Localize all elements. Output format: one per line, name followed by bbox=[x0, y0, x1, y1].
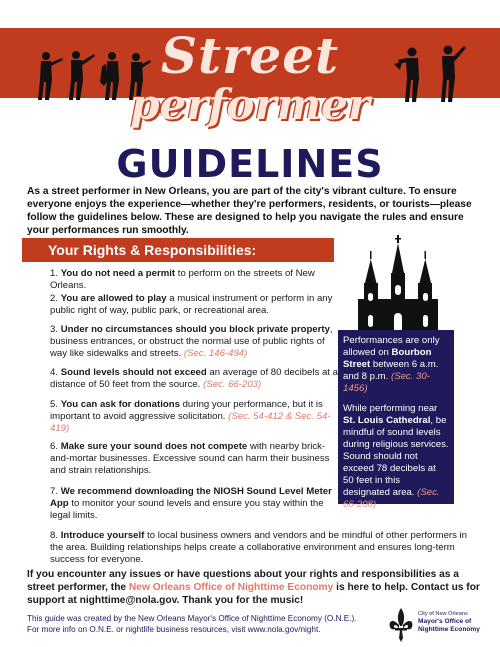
citation: (Sec. 146-494) bbox=[183, 348, 248, 359]
rule-item: 5. You can ask for donations during your performance, but it is important to avoid aggressive solicitation. (Sec. 54-412 & Sec. 54-419) bbox=[50, 399, 331, 434]
rule-item: 8. Introduce yourself to local business owners and vendors and be mindful of other performers in the area. Building relationships helps create a collaborative environment and ensures long-term success for everyone. bbox=[50, 530, 468, 565]
closing-paragraph: If you encounter any issues or have questions about your rights and responsibilities as a street performer, the New Orleans Office of Nighttime Economy is here to help. Contact us for support at nighttime@nola.gov. Thank you for the music! bbox=[27, 569, 480, 606]
citation: (Sec. 54-412 & Sec. 54-419) bbox=[50, 411, 331, 434]
sidebox-bourbon: Performances are only allowed on Bourbon Street between 6 a.m. and 8 p.m. (Sec. 30-1456) bbox=[343, 335, 440, 394]
rule-item: 1. You do not need a permit to perform on the streets of New Orleans. bbox=[50, 268, 315, 291]
sidebox-cathedral: While performing near St. Louis Cathedral, be mindful of sound levels during religious services. Sound should not exceed 78 decibels at 50 feet in this designated area. (Sec. 66-208) bbox=[343, 403, 449, 510]
title-guidelines: GUIDELINES bbox=[116, 142, 384, 186]
footer-credit: This guide was created by the New Orleans Mayor's Office of Nighttime Economy (O.N.E.). For more info on O.N.E. or nightlife business resources, visit www.nola.gov/night. bbox=[27, 614, 357, 634]
section-heading bbox=[22, 238, 334, 262]
rule-item: 4. Sound levels should not exceed an average of 80 decibels at a distance of 50 feet from the source. (Sec. 66-203) bbox=[50, 367, 338, 390]
fleur-de-lis-icon bbox=[388, 608, 414, 642]
rule-item: 3. Under no circumstances should you block private property, business entrances, or obstruct the normal use of public rights of way like sidewalks and streets. (Sec. 146-494) bbox=[50, 324, 333, 359]
rule-item: 6. Make sure your sound does not compete with nearby brick-and-mortar businesses. Excessive sound can harm their business and strain relationships. bbox=[50, 441, 330, 476]
section-heading-text: Your Rights & Responsibilities: bbox=[48, 242, 257, 258]
cathedral-silhouette bbox=[358, 235, 438, 333]
office-logo bbox=[388, 608, 488, 642]
office-name-highlight: New Orleans Office of Nighttime Economy bbox=[128, 582, 334, 593]
logo-text: City of New Orleans Mayor's Office of Nighttime Economy bbox=[418, 611, 480, 633]
title-performer: performer bbox=[130, 80, 370, 129]
citation: (Sec. 66-203) bbox=[203, 379, 262, 390]
info-sidebox bbox=[338, 330, 454, 510]
title-street: Street bbox=[160, 26, 340, 85]
rule-item: 2. You are allowed to play a musical instrument or perform in any public right of way, public park, or recreational area. bbox=[50, 293, 333, 316]
intro-paragraph: As a street performer in New Orleans, you are part of the city's vibrant culture. To ensure everyone enjoys the experience—whether they're performers, residents, or tourists—please follow the guidelines below. These are designed to help you navigate the rules and ensure your performances run smoothly. bbox=[27, 186, 472, 236]
rule-item: 7. We recommend downloading the NIOSH Sound Level Meter App to monitor your sound levels and ensure you stay within the legal limits. bbox=[50, 486, 332, 521]
